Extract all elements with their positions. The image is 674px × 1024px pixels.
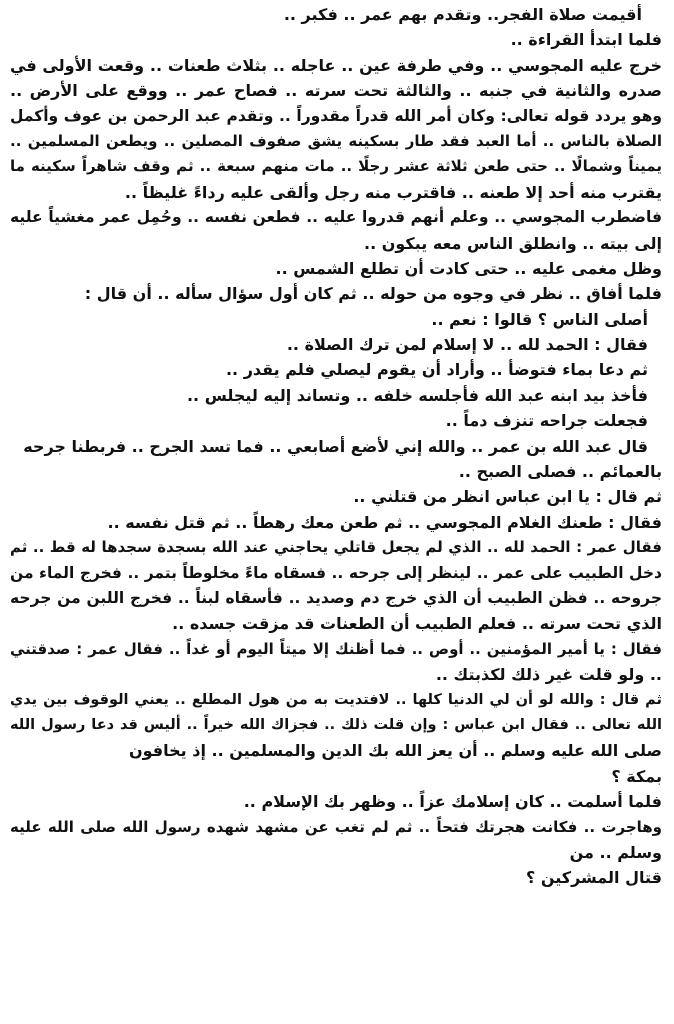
text-line: وهو يردد قوله تعالى: وكان أمر الله قدراً مقدوراً .. وتقدم عبد الرحمن بن عوف وأكمل <box>10 106 662 125</box>
text-line: إلى بيته .. وانطلق الناس معه يبكون .. <box>363 233 662 253</box>
text-line: وهاجرت .. فكانت هجرتك فتحاً .. ثم لم تغب عن مشهد شهده رسول الله صلى الله عليه <box>10 817 662 836</box>
text-line: بمكة ؟ <box>611 766 662 786</box>
text-line: ثم قال : والله لو أن لي الدنيا كلها .. لافتديت به من هول المطلع .. يعني الوقوف بين يدي <box>10 691 662 708</box>
text-line: فقال : طعنك الغلام المجوسي .. ثم طعن معك رهطاً .. ثم قتل نفسه .. <box>107 512 662 532</box>
text-line: يقترب منه أحد إلا طعنه .. فاقترب منه رجل وألقى عليه رداءً غليظاً .. <box>124 182 662 202</box>
text-line: فجعلت جراحه تنزف دماً .. <box>445 411 648 431</box>
text-line: ثم قال : يا ابن عباس انظر من قتلني .. <box>353 487 662 507</box>
text-line: قال عبد الله بن عمر .. والله إني لأضع أصابعي .. فما تسد الجرح .. فربطنا جرحه <box>23 436 648 456</box>
text-line: فأخذ بيد ابنه عبد الله فأجلسه خلفه .. وتساند إليه ليجلس .. <box>186 385 648 405</box>
text-line: فقال : يا أمير المؤمنين .. أوص .. فما أظنك إلا ميتاً اليوم أو غداً .. فقال عمر : صدقتني <box>10 639 662 658</box>
arabic-text-block <box>10 2 662 891</box>
text-line: صلى الله عليه وسلم .. أن يعز الله بك الدين والمسلمين .. إذ يخافون <box>128 741 662 761</box>
text-line: بالعمائم .. فصلى الصبح .. <box>458 462 662 482</box>
text-line: فلما أفاق .. نظر في وجوه من حوله .. ثم كان أول سؤال سأله .. أن قال : <box>84 284 662 304</box>
text-line: الصلاة بالناس .. أما العبد فقد طار بسكينه يشق صفوف المصلين .. ويطعن المسلمين .. <box>10 131 662 150</box>
text-line: جروحه .. فظن الطبيب أن الذي خرج دم وصديد .. فأسقاه لبناً .. فخرج اللبن من جرحه <box>10 588 662 607</box>
text-line: فقال : الحمد لله .. لا إسلام لمن ترك الصلاة .. <box>286 335 648 355</box>
text-line: قتال المشركين ؟ <box>525 868 662 888</box>
text-line: وسلم .. من <box>569 842 662 862</box>
text-line: أصلى الناس ؟ قالوا : نعم .. <box>431 309 648 329</box>
text-line: فاضطرب المجوسي .. وعلم أنهم قدروا عليه .. فطعن نفسه .. وحُمِل عمر مغشياً عليه <box>10 208 662 227</box>
text-line: الله تعالى .. فقال ابن عباس : وإن قلت ذلك .. فجزاك الله خيراً .. أليس قد دعا رسول الله <box>10 716 662 733</box>
text-line: ثم دعا بماء فتوضأ .. وأراد أن يقوم ليصلي فلم يقدر .. <box>225 360 648 380</box>
text-line: فقال عمر : الحمد لله .. الذي لم يجعل قاتلي يحاجني عند الله بسجدة سجدها له قط .. ثم <box>10 538 662 557</box>
text-line: أقيمت صلاة الفجر.. وتقدم بهم عمر .. فكبر .. <box>283 5 642 24</box>
text-line: فلما أسلمت .. كان إسلامك عزاً .. وظهر بك الإسلام .. <box>243 792 662 812</box>
text-line: فلما ابتدأ القراءة .. <box>510 30 662 50</box>
text-line: الذي تحت سرته .. فعلم الطبيب أن الطعنات قد مزقت جسده .. <box>172 614 662 634</box>
text-line: صدره والثانية في جنبه .. والثالثة تحت سرته .. فصاح عمر .. ووقع على الأرض .. <box>10 81 662 101</box>
text-line: .. ولو قلت غير ذلك لكذبتك .. <box>435 665 662 685</box>
text-line: خرج عليه المجوسي .. وفي طرفة عين .. عاجله .. بثلاث طعنات .. وقعت الأولى في <box>10 55 662 75</box>
text-line: يميناً وشمالًا .. حتى طعن ثلاثة عشر رجلًا .. مات منهم سبعة .. ثم وقف شاهراً سكينه ما <box>10 157 662 176</box>
text-line: دخل الطبيب على عمر .. لينظر إلى جرحه .. فسقاه ماءً مخلوطاً بتمر .. فخرج الماء من <box>10 563 662 582</box>
text-line: وظل مغمى عليه .. حتى كادت أن تطلع الشمس .. <box>275 258 662 278</box>
